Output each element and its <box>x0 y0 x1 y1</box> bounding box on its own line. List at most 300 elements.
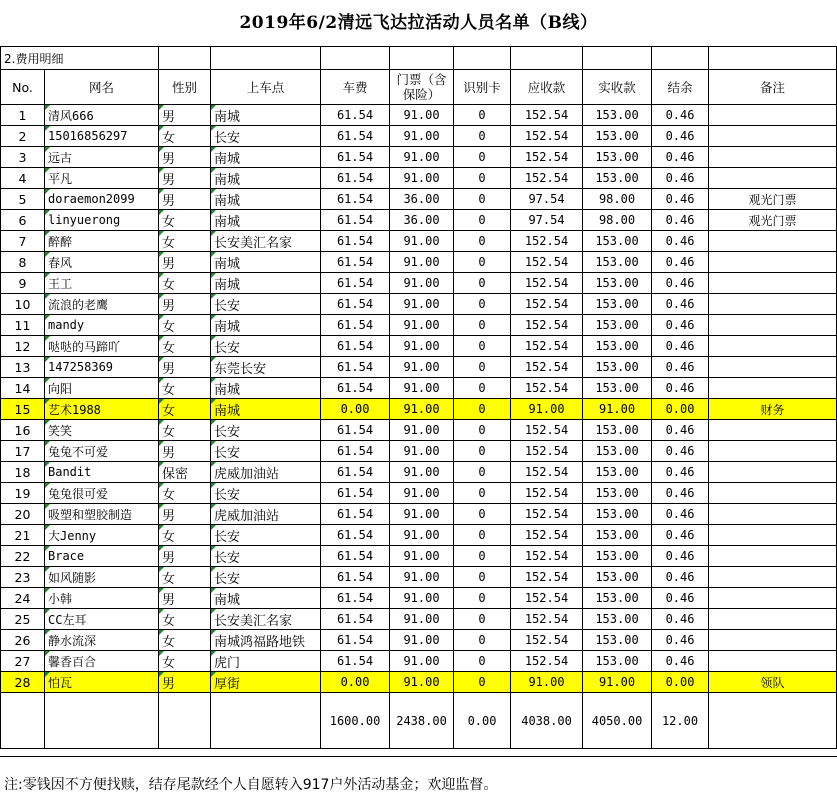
cell-note[interactable] <box>709 378 837 399</box>
header-note[interactable]: 备注 <box>709 70 837 105</box>
cell-stop[interactable]: 南城 <box>211 399 321 420</box>
cell-ticket[interactable]: 91.00 <box>390 483 454 504</box>
cell-note[interactable] <box>709 252 837 273</box>
cell-fare[interactable]: 61.54 <box>321 588 390 609</box>
cell-fare[interactable]: 61.54 <box>321 378 390 399</box>
cell-paid[interactable]: 98.00 <box>583 189 652 210</box>
cell-ticket[interactable]: 91.00 <box>390 588 454 609</box>
cell-fare[interactable]: 61.54 <box>321 105 390 126</box>
cell-sex[interactable]: 女 <box>159 378 211 399</box>
cell-note[interactable] <box>709 294 837 315</box>
cell-balance[interactable]: 0.46 <box>652 357 709 378</box>
cell-sex[interactable]: 男 <box>159 147 211 168</box>
cell-stop[interactable]: 长安美汇名家 <box>211 231 321 252</box>
cell-name[interactable]: 馨香百合 <box>45 651 159 672</box>
cell-name[interactable]: 笑笑 <box>45 420 159 441</box>
cell-note[interactable]: 观光门票 <box>709 189 837 210</box>
cell-fare[interactable]: 61.54 <box>321 210 390 231</box>
cell-stop[interactable]: 长安 <box>211 525 321 546</box>
cell-sex[interactable]: 女 <box>159 336 211 357</box>
cell-paid[interactable]: 153.00 <box>583 441 652 462</box>
cell-card[interactable]: 0 <box>454 336 511 357</box>
cell-name[interactable]: 艺术1988 <box>45 399 159 420</box>
cell-fare[interactable]: 61.54 <box>321 651 390 672</box>
cell-card[interactable]: 0 <box>454 651 511 672</box>
cell-no[interactable]: 16 <box>1 420 45 441</box>
cell-sex[interactable]: 男 <box>159 294 211 315</box>
cell-paid[interactable]: 91.00 <box>583 399 652 420</box>
cell-note[interactable] <box>709 588 837 609</box>
cell-note[interactable] <box>709 168 837 189</box>
cell-due[interactable]: 97.54 <box>511 210 583 231</box>
cell-balance[interactable]: 0.46 <box>652 567 709 588</box>
cell-note[interactable]: 领队 <box>709 672 837 693</box>
cell-balance[interactable]: 0.46 <box>652 525 709 546</box>
cell-name[interactable]: 静水流深 <box>45 630 159 651</box>
cell-no[interactable]: 5 <box>1 189 45 210</box>
cell-fare[interactable]: 61.54 <box>321 315 390 336</box>
cell-stop[interactable]: 长安 <box>211 567 321 588</box>
cell-card[interactable]: 0 <box>454 420 511 441</box>
cell-name[interactable]: 兔兔很可爱 <box>45 483 159 504</box>
cell-sex[interactable]: 女 <box>159 609 211 630</box>
cell-name[interactable]: 春风 <box>45 252 159 273</box>
cell-balance[interactable]: 0.46 <box>652 168 709 189</box>
cell-fare[interactable]: 61.54 <box>321 294 390 315</box>
cell-ticket[interactable]: 91.00 <box>390 567 454 588</box>
cell-name[interactable]: 王工 <box>45 273 159 294</box>
cell-paid[interactable]: 153.00 <box>583 294 652 315</box>
totals-blank-cell[interactable] <box>709 693 837 749</box>
cell-note[interactable] <box>709 315 837 336</box>
cell-stop[interactable]: 长安 <box>211 336 321 357</box>
cell-paid[interactable]: 153.00 <box>583 252 652 273</box>
cell-sex[interactable]: 保密 <box>159 462 211 483</box>
cell-ticket[interactable]: 91.00 <box>390 231 454 252</box>
cell-sex[interactable]: 女 <box>159 315 211 336</box>
cell-name[interactable]: 小韩 <box>45 588 159 609</box>
cell-sex[interactable]: 女 <box>159 525 211 546</box>
cell-card[interactable]: 0 <box>454 546 511 567</box>
cell-no[interactable]: 23 <box>1 567 45 588</box>
cell-no[interactable]: 4 <box>1 168 45 189</box>
section-label[interactable]: 2.费用明细 <box>1 47 159 70</box>
header-no[interactable]: No. <box>1 70 45 105</box>
cell-fare[interactable]: 61.54 <box>321 252 390 273</box>
cell-no[interactable]: 22 <box>1 546 45 567</box>
cell-due[interactable]: 152.54 <box>511 567 583 588</box>
cell-ticket[interactable]: 91.00 <box>390 147 454 168</box>
cell-balance[interactable]: 0.46 <box>652 126 709 147</box>
cell-due[interactable]: 152.54 <box>511 336 583 357</box>
cell-ticket[interactable]: 91.00 <box>390 420 454 441</box>
cell-card[interactable]: 0 <box>454 231 511 252</box>
cell-card[interactable]: 0 <box>454 441 511 462</box>
cell-ticket[interactable]: 91.00 <box>390 441 454 462</box>
cell-balance[interactable]: 0.46 <box>652 105 709 126</box>
cell-sex[interactable]: 女 <box>159 630 211 651</box>
cell-ticket[interactable]: 91.00 <box>390 357 454 378</box>
cell-name[interactable]: 147258369 <box>45 357 159 378</box>
cell-name[interactable]: 哒哒的马蹄吖 <box>45 336 159 357</box>
cell-balance[interactable]: 0.46 <box>652 315 709 336</box>
cell-fare[interactable]: 61.54 <box>321 273 390 294</box>
cell-balance[interactable]: 0.46 <box>652 483 709 504</box>
cell-fare[interactable]: 61.54 <box>321 231 390 252</box>
header-balance[interactable]: 结余 <box>652 70 709 105</box>
cell-name[interactable]: 15016856297 <box>45 126 159 147</box>
cell-ticket[interactable]: 91.00 <box>390 651 454 672</box>
cell-no[interactable]: 7 <box>1 231 45 252</box>
cell-due[interactable]: 152.54 <box>511 420 583 441</box>
cell-stop[interactable]: 南城 <box>211 147 321 168</box>
cell-sex[interactable]: 男 <box>159 441 211 462</box>
cell-due[interactable]: 152.54 <box>511 462 583 483</box>
cell-name[interactable]: 大Jenny <box>45 525 159 546</box>
cell-paid[interactable]: 91.00 <box>583 672 652 693</box>
cell-balance[interactable]: 0.46 <box>652 651 709 672</box>
cell-card[interactable]: 0 <box>454 189 511 210</box>
cell-stop[interactable]: 厚街 <box>211 672 321 693</box>
cell-due[interactable]: 152.54 <box>511 609 583 630</box>
cell-no[interactable]: 15 <box>1 399 45 420</box>
cell-ticket[interactable]: 91.00 <box>390 462 454 483</box>
cell-sex[interactable]: 女 <box>159 399 211 420</box>
cell-stop[interactable]: 南城鸿福路地铁 <box>211 630 321 651</box>
cell-no[interactable]: 14 <box>1 378 45 399</box>
cell-no[interactable]: 2 <box>1 126 45 147</box>
cell-balance[interactable]: 0.46 <box>652 609 709 630</box>
header-due[interactable]: 应收款 <box>511 70 583 105</box>
cell-paid[interactable]: 153.00 <box>583 483 652 504</box>
cell-paid[interactable]: 153.00 <box>583 462 652 483</box>
cell-fare[interactable]: 61.54 <box>321 462 390 483</box>
cell-no[interactable]: 9 <box>1 273 45 294</box>
cell-due[interactable]: 152.54 <box>511 105 583 126</box>
cell-card[interactable]: 0 <box>454 504 511 525</box>
cell-balance[interactable]: 0.46 <box>652 462 709 483</box>
cell-due[interactable]: 152.54 <box>511 630 583 651</box>
cell-note[interactable]: 观光门票 <box>709 210 837 231</box>
cell-due[interactable]: 152.54 <box>511 483 583 504</box>
cell-due[interactable]: 152.54 <box>511 357 583 378</box>
cell-card[interactable]: 0 <box>454 126 511 147</box>
cell-no[interactable]: 10 <box>1 294 45 315</box>
cell-paid[interactable]: 153.00 <box>583 567 652 588</box>
cell-due[interactable]: 152.54 <box>511 315 583 336</box>
cell-balance[interactable]: 0.46 <box>652 504 709 525</box>
cell-no[interactable]: 17 <box>1 441 45 462</box>
cell-no[interactable]: 1 <box>1 105 45 126</box>
cell-stop[interactable]: 南城 <box>211 105 321 126</box>
cell-fare[interactable]: 61.54 <box>321 630 390 651</box>
cell-name[interactable]: 醉醉 <box>45 231 159 252</box>
cell-stop[interactable]: 南城 <box>211 189 321 210</box>
cell-card[interactable]: 0 <box>454 294 511 315</box>
cell-note[interactable] <box>709 357 837 378</box>
cell-name[interactable]: 兔兔不可爱 <box>45 441 159 462</box>
cell-card[interactable]: 0 <box>454 630 511 651</box>
cell-stop[interactable]: 南城 <box>211 210 321 231</box>
cell-due[interactable]: 152.54 <box>511 588 583 609</box>
cell-fare[interactable]: 61.54 <box>321 147 390 168</box>
cell-card[interactable]: 0 <box>454 567 511 588</box>
cell-stop[interactable]: 长安 <box>211 483 321 504</box>
cell-name[interactable]: 向阳 <box>45 378 159 399</box>
cell-sex[interactable]: 男 <box>159 168 211 189</box>
cell-name[interactable]: 如风随影 <box>45 567 159 588</box>
cell-balance[interactable]: 0.46 <box>652 420 709 441</box>
cell-stop[interactable]: 南城 <box>211 252 321 273</box>
cell-ticket[interactable]: 91.00 <box>390 252 454 273</box>
totals-blank-cell[interactable] <box>45 693 159 749</box>
cell-sex[interactable]: 男 <box>159 546 211 567</box>
cell-balance[interactable]: 0.00 <box>652 399 709 420</box>
cell-ticket[interactable]: 91.00 <box>390 315 454 336</box>
cell-due[interactable]: 152.54 <box>511 147 583 168</box>
totals-blank-cell[interactable] <box>211 693 321 749</box>
cell-paid[interactable]: 153.00 <box>583 609 652 630</box>
cell-due[interactable]: 152.54 <box>511 126 583 147</box>
cell-no[interactable]: 12 <box>1 336 45 357</box>
cell-due[interactable]: 91.00 <box>511 399 583 420</box>
cell-fare[interactable]: 61.54 <box>321 525 390 546</box>
cell-sex[interactable]: 女 <box>159 420 211 441</box>
cell-no[interactable]: 3 <box>1 147 45 168</box>
total-bal[interactable]: 12.00 <box>652 693 709 749</box>
cell-sex[interactable]: 女 <box>159 231 211 252</box>
total-card[interactable]: 0.00 <box>454 693 511 749</box>
cell-due[interactable]: 152.54 <box>511 651 583 672</box>
cell-note[interactable] <box>709 336 837 357</box>
cell-paid[interactable]: 153.00 <box>583 147 652 168</box>
cell-sex[interactable]: 女 <box>159 210 211 231</box>
cell-balance[interactable]: 0.46 <box>652 210 709 231</box>
cell-name[interactable]: doraemon2099 <box>45 189 159 210</box>
cell-stop[interactable]: 南城 <box>211 378 321 399</box>
totals-blank-cell[interactable] <box>159 693 211 749</box>
cell-balance[interactable]: 0.46 <box>652 378 709 399</box>
cell-note[interactable] <box>709 462 837 483</box>
cell-card[interactable]: 0 <box>454 588 511 609</box>
cell-name[interactable]: Bandit <box>45 462 159 483</box>
cell-due[interactable]: 152.54 <box>511 168 583 189</box>
cell-fare[interactable]: 61.54 <box>321 441 390 462</box>
cell-paid[interactable]: 98.00 <box>583 210 652 231</box>
cell-name[interactable]: 怕瓦 <box>45 672 159 693</box>
cell-stop[interactable]: 南城 <box>211 315 321 336</box>
cell-card[interactable]: 0 <box>454 252 511 273</box>
cell-no[interactable]: 28 <box>1 672 45 693</box>
cell-note[interactable] <box>709 546 837 567</box>
cell-balance[interactable]: 0.46 <box>652 588 709 609</box>
cell-no[interactable]: 6 <box>1 210 45 231</box>
cell-paid[interactable]: 153.00 <box>583 231 652 252</box>
cell-note[interactable]: 财务 <box>709 399 837 420</box>
cell-ticket[interactable]: 91.00 <box>390 105 454 126</box>
cell-due[interactable]: 152.54 <box>511 273 583 294</box>
cell-paid[interactable]: 153.00 <box>583 525 652 546</box>
cell-balance[interactable]: 0.46 <box>652 546 709 567</box>
cell-sex[interactable]: 男 <box>159 504 211 525</box>
cell-fare[interactable]: 61.54 <box>321 483 390 504</box>
cell-card[interactable]: 0 <box>454 378 511 399</box>
cell-balance[interactable]: 0.00 <box>652 672 709 693</box>
cell-card[interactable]: 0 <box>454 483 511 504</box>
cell-ticket[interactable]: 91.00 <box>390 126 454 147</box>
cell-paid[interactable]: 153.00 <box>583 651 652 672</box>
cell-paid[interactable]: 153.00 <box>583 630 652 651</box>
cell-sex[interactable]: 女 <box>159 651 211 672</box>
cell-paid[interactable]: 153.00 <box>583 357 652 378</box>
cell-no[interactable]: 8 <box>1 252 45 273</box>
cell-paid[interactable]: 153.00 <box>583 168 652 189</box>
cell-card[interactable]: 0 <box>454 357 511 378</box>
cell-balance[interactable]: 0.46 <box>652 294 709 315</box>
cell-no[interactable]: 19 <box>1 483 45 504</box>
cell-paid[interactable]: 153.00 <box>583 546 652 567</box>
cell-due[interactable]: 152.54 <box>511 546 583 567</box>
cell-note[interactable] <box>709 483 837 504</box>
cell-no[interactable]: 24 <box>1 588 45 609</box>
cell-due[interactable]: 152.54 <box>511 504 583 525</box>
cell-fare[interactable]: 61.54 <box>321 504 390 525</box>
cell-name[interactable]: linyuerong <box>45 210 159 231</box>
header-name[interactable]: 网名 <box>45 70 159 105</box>
cell-note[interactable] <box>709 567 837 588</box>
cell-due[interactable]: 91.00 <box>511 672 583 693</box>
cell-sex[interactable]: 女 <box>159 567 211 588</box>
totals-blank-cell[interactable] <box>1 693 45 749</box>
cell-fare[interactable]: 0.00 <box>321 672 390 693</box>
cell-stop[interactable]: 虎门 <box>211 651 321 672</box>
cell-ticket[interactable]: 36.00 <box>390 210 454 231</box>
cell-due[interactable]: 152.54 <box>511 294 583 315</box>
cell-card[interactable]: 0 <box>454 609 511 630</box>
cell-ticket[interactable]: 91.00 <box>390 378 454 399</box>
cell-ticket[interactable]: 91.00 <box>390 504 454 525</box>
cell-stop[interactable]: 东莞长安 <box>211 357 321 378</box>
cell-sex[interactable]: 女 <box>159 126 211 147</box>
cell-paid[interactable]: 153.00 <box>583 420 652 441</box>
header-ticket[interactable]: 门票（含保险） <box>390 70 454 105</box>
cell-name[interactable]: 平凡 <box>45 168 159 189</box>
cell-no[interactable]: 21 <box>1 525 45 546</box>
cell-balance[interactable]: 0.46 <box>652 273 709 294</box>
cell-sex[interactable]: 男 <box>159 105 211 126</box>
cell-ticket[interactable]: 91.00 <box>390 609 454 630</box>
cell-due[interactable]: 97.54 <box>511 189 583 210</box>
cell-name[interactable]: 远古 <box>45 147 159 168</box>
cell-fare[interactable]: 61.54 <box>321 546 390 567</box>
cell-stop[interactable]: 长安 <box>211 126 321 147</box>
cell-ticket[interactable]: 36.00 <box>390 189 454 210</box>
cell-stop[interactable]: 南城 <box>211 168 321 189</box>
cell-card[interactable]: 0 <box>454 462 511 483</box>
cell-card[interactable]: 0 <box>454 315 511 336</box>
cell-ticket[interactable]: 91.00 <box>390 546 454 567</box>
cell-fare[interactable]: 61.54 <box>321 336 390 357</box>
cell-due[interactable]: 152.54 <box>511 231 583 252</box>
header-fare[interactable]: 车费 <box>321 70 390 105</box>
header-paid[interactable]: 实收款 <box>583 70 652 105</box>
cell-card[interactable]: 0 <box>454 147 511 168</box>
cell-note[interactable] <box>709 441 837 462</box>
cell-fare[interactable]: 0.00 <box>321 399 390 420</box>
cell-due[interactable]: 152.54 <box>511 252 583 273</box>
cell-card[interactable]: 0 <box>454 168 511 189</box>
cell-balance[interactable]: 0.46 <box>652 441 709 462</box>
cell-note[interactable] <box>709 504 837 525</box>
cell-sex[interactable]: 男 <box>159 189 211 210</box>
cell-paid[interactable]: 153.00 <box>583 126 652 147</box>
cell-sex[interactable]: 男 <box>159 357 211 378</box>
cell-paid[interactable]: 153.00 <box>583 378 652 399</box>
cell-ticket[interactable]: 91.00 <box>390 525 454 546</box>
cell-note[interactable] <box>709 651 837 672</box>
cell-card[interactable]: 0 <box>454 525 511 546</box>
header-card[interactable]: 识别卡 <box>454 70 511 105</box>
cell-balance[interactable]: 0.46 <box>652 189 709 210</box>
cell-balance[interactable]: 0.46 <box>652 336 709 357</box>
cell-no[interactable]: 26 <box>1 630 45 651</box>
cell-fare[interactable]: 61.54 <box>321 609 390 630</box>
cell-ticket[interactable]: 91.00 <box>390 399 454 420</box>
cell-note[interactable] <box>709 420 837 441</box>
cell-sex[interactable]: 男 <box>159 588 211 609</box>
cell-name[interactable]: 吸塑和塑胶制造 <box>45 504 159 525</box>
cell-note[interactable] <box>709 273 837 294</box>
cell-note[interactable] <box>709 147 837 168</box>
cell-fare[interactable]: 61.54 <box>321 357 390 378</box>
cell-ticket[interactable]: 91.00 <box>390 672 454 693</box>
cell-due[interactable]: 152.54 <box>511 525 583 546</box>
cell-note[interactable] <box>709 630 837 651</box>
cell-note[interactable] <box>709 231 837 252</box>
cell-due[interactable]: 152.54 <box>511 378 583 399</box>
cell-stop[interactable]: 长安美汇名家 <box>211 609 321 630</box>
total-ticket[interactable]: 2438.00 <box>390 693 454 749</box>
cell-ticket[interactable]: 91.00 <box>390 336 454 357</box>
cell-ticket[interactable]: 91.00 <box>390 168 454 189</box>
cell-name[interactable]: Brace <box>45 546 159 567</box>
total-fare[interactable]: 1600.00 <box>321 693 390 749</box>
cell-card[interactable]: 0 <box>454 399 511 420</box>
cell-balance[interactable]: 0.46 <box>652 231 709 252</box>
cell-note[interactable] <box>709 105 837 126</box>
cell-name[interactable]: 流浪的老鹰 <box>45 294 159 315</box>
cell-paid[interactable]: 153.00 <box>583 273 652 294</box>
cell-ticket[interactable]: 91.00 <box>390 273 454 294</box>
cell-note[interactable] <box>709 525 837 546</box>
cell-stop[interactable]: 长安 <box>211 546 321 567</box>
cell-no[interactable]: 13 <box>1 357 45 378</box>
cell-fare[interactable]: 61.54 <box>321 168 390 189</box>
cell-paid[interactable]: 153.00 <box>583 105 652 126</box>
header-stop[interactable]: 上车点 <box>211 70 321 105</box>
cell-note[interactable] <box>709 126 837 147</box>
cell-balance[interactable]: 0.46 <box>652 630 709 651</box>
cell-name[interactable]: mandy <box>45 315 159 336</box>
total-due[interactable]: 4038.00 <box>511 693 583 749</box>
cell-fare[interactable]: 61.54 <box>321 189 390 210</box>
cell-sex[interactable]: 男 <box>159 672 211 693</box>
cell-due[interactable]: 152.54 <box>511 441 583 462</box>
cell-stop[interactable]: 长安 <box>211 420 321 441</box>
cell-stop[interactable]: 长安 <box>211 441 321 462</box>
cell-card[interactable]: 0 <box>454 672 511 693</box>
cell-name[interactable]: 清风666 <box>45 105 159 126</box>
